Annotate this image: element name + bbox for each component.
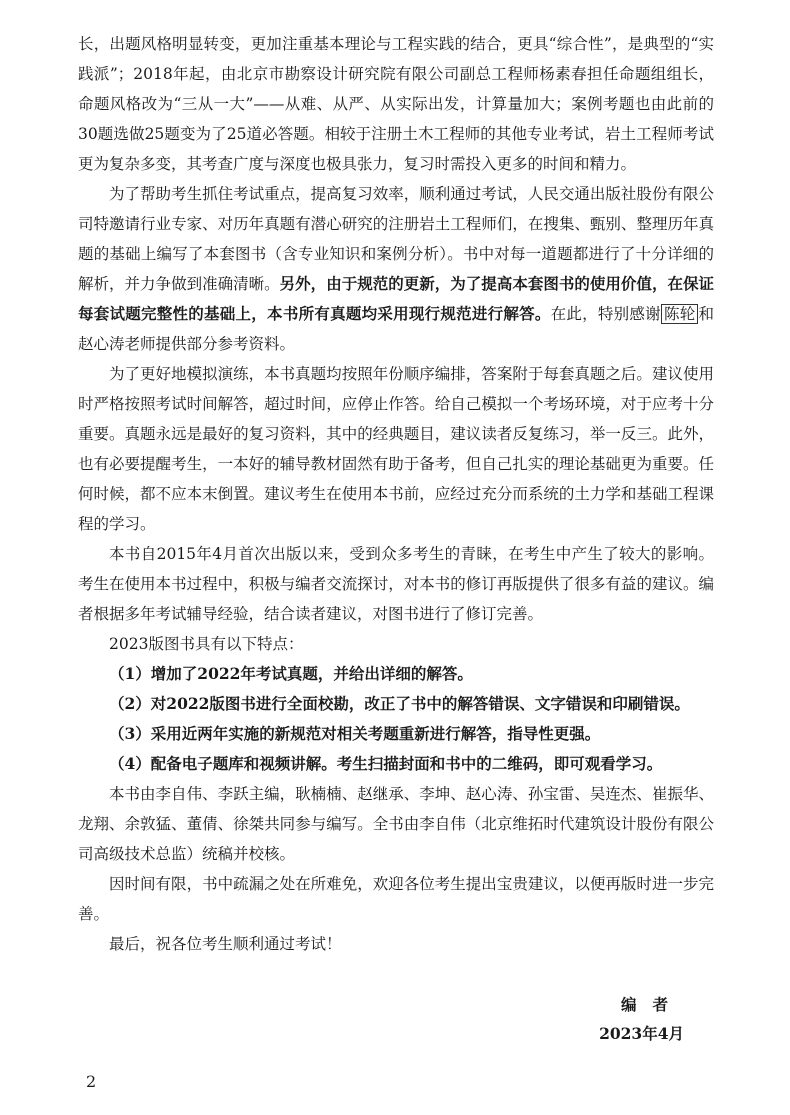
purpose-bold-text: 另外，由于规范的更新，为了提高本套图书的使用价值，在保证每套试题完整性的基础上，本书所有真题均采用现行规范进行解答。	[78, 274, 714, 323]
feature-item: （2）对2022版图书进行全面校勘，改正了书中的解答错误、文字错误和印刷错误。	[109, 694, 690, 713]
purpose-text: 为了帮助考生抓住考试重点，提高复习效率，顺利通过考试，人民交通出版社股份有限公司特邀请行业专家、对历年真题有潜心研究的注册岩土工程师们，在搜集、甄别、整理历年真题的基础上编写了本套图书（含专业知识和案例分析）。书中对每一道题都进行了十分详细的解析，并力争做到准确清晰。	[78, 185, 714, 293]
signature-author: 编者	[620, 995, 684, 1014]
paragraph-book-purpose	[78, 179, 714, 359]
paragraph-exam-style: 长，出题风格明显转变，更加注重基本理论与工程实践的结合，更具“综合性”，是典型的“实践派”；2018年起，由北京市勘察设计研究院有限公司副总工程师杨素春担任命题组组长，命题风格改为“三从一大”——从难、从严、从实际出发，计算量加大；案例考题也由此前的30题选做25题变为了25道必答题。相较于注册土木工程师的其他专业考试，岩土工程师考试更为复杂多变，其考查广度与深度也极具张力，复习时需投入更多的时间和精力。	[78, 35, 714, 173]
boxed-name: 陈轮	[661, 304, 699, 324]
paragraph-usage-advice: 为了更好地模拟演练，本书真题均按照年份顺序编排，答案附于每套真题之后。建议使用时严格按照考试时间解答，超过时间，应停止作答。给自己模拟一个考场环境，对于应考十分重要。真题永远是最好的复习资料，其中的经典题目，建议读者反复练习，举一反三。此外，也有必要提醒考生，一本好的辅导教材固然有助于备考，但自己扎实的理论基础更为重要。任何时候，都不应本末倒置。建议考生在使用本书前，应经过充分而系统的土力学和基础工程课程的学习。	[78, 365, 714, 533]
paragraph-features-intro: 2023版图书具有以下特点：	[109, 635, 304, 653]
paragraph-apology: 因时间有限，书中疏漏之处在所难免，欢迎各位考生提出宝贵建议，以便再版时进一步完善。	[78, 875, 714, 923]
feature-item: （3）采用近两年实施的新规范对相关考题重新进行解答，指导性更强。	[109, 724, 601, 743]
signature-date: 2023年4月	[599, 1024, 684, 1043]
page-number: 2	[86, 1072, 97, 1091]
thanks-text: 在此，特别感谢	[550, 305, 661, 323]
feature-item: （1）增加了2022年考试真题，并给出详细的解答。	[109, 664, 473, 683]
paragraph-editors: 本书由李自伟、李跃主编，耿楠楠、赵继承、李坤、赵心涛、孙宝雷、吴连杰、崔振华、龙翔、余敦猛、董倩、徐桀共同参与编写。全书由李自伟（北京维拓时代建筑设计股份有限公司高级技术总监）统稿并校核。	[78, 785, 714, 863]
preface-body	[78, 0, 714, 959]
paragraph-history: 本书自2015年4月首次出版以来，受到众多考生的青睐，在考生中产生了较大的影响。考生在使用本书过程中，积极与编者交流探讨，对本书的修订再版提供了很多有益的建议。编者根据多年考试辅导经验，结合读者建议，对图书进行了修订完善。	[78, 545, 714, 623]
paragraph-closing: 最后，祝各位考生顺利通过考试！	[109, 935, 342, 953]
thanks-text-end: 和赵心涛老师提供部分参考资料。	[78, 305, 714, 353]
feature-item: （4）配备电子题库和视频讲解。考生扫描封面和书中的二维码，即可观看学习。	[109, 754, 663, 773]
